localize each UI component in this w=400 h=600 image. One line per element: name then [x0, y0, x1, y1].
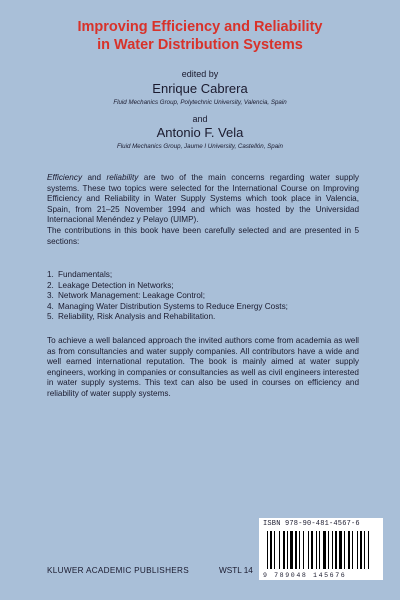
- and-label: and: [192, 114, 208, 124]
- list-item: [47, 270, 359, 281]
- para1-text: are two of the main concerns regarding water supply systems. These two topics were selected for the International Course on Improving Efficiency and Reliability in Water Supply Systems which took place in Valencia, Spain, from 21–25 November 1994 and which was hosted by the Universidad Internacional Menéndez y Pelayo (UIMP).: [47, 173, 359, 225]
- publisher-name: KLUWER ACADEMIC PUBLISHERS: [47, 566, 190, 575]
- sections-list: [47, 270, 359, 323]
- list-number: 4.: [47, 301, 54, 311]
- list-number: 2.: [47, 280, 54, 290]
- description-paragraph-2: To achieve a well balanced approach the invited authors come from academia as well as from consultancies and water supply companies. All contributors have a wide and well earned international reputation. The book is mainly aimed at water supply engineers, working in companies or consultancies as well as civil engineers interested in water supply systems. This text can also be used in courses on efficiency and reliability of water supply systems.: [47, 336, 359, 398]
- series-code: WSTL 14: [219, 566, 253, 575]
- editor-2-name: Antonio F. Vela: [156, 125, 244, 140]
- edited-by-label: edited by: [181, 69, 219, 79]
- list-item: [47, 281, 359, 292]
- isbn-label: ISBN 978-90-481-4567-6: [263, 520, 360, 528]
- efficiency-emphasis: Efficiency: [47, 173, 83, 182]
- list-text: Leakage Detection in Networks;: [58, 280, 174, 290]
- book-title: [0, 18, 400, 54]
- list-text: Fundamentals;: [58, 270, 113, 279]
- description-paragraph-1b: The contributions in this book have been carefully selected and are presented in 5 sections:: [47, 225, 359, 246]
- list-text: Network Management: Leakage Control;: [58, 291, 205, 301]
- barcode-panel: [259, 518, 383, 580]
- list-number: 5.: [47, 312, 54, 322]
- list-number: 1.: [47, 270, 54, 279]
- para1-and: and: [82, 173, 107, 182]
- description-paragraph-1: [47, 173, 359, 247]
- title-line-2: in Water Distribution Systems: [97, 37, 303, 53]
- list-text: Managing Water Distribution Systems to Reduce Energy Costs;: [58, 301, 288, 311]
- barcode-number: 9 789048 145676: [263, 572, 347, 579]
- list-item: [47, 291, 359, 302]
- list-number: 3.: [47, 291, 54, 301]
- reliability-emphasis: reliability: [106, 173, 139, 182]
- title-line-1: Improving Efficiency and Reliability: [77, 19, 323, 35]
- editor-1-affiliation: Fluid Mechanics Group, Polytechnic University, Valencia, Spain: [113, 99, 287, 106]
- editor-1-name: Enrique Cabrera: [152, 81, 248, 96]
- list-text: Reliability, Risk Analysis and Rehabilitation.: [58, 312, 216, 322]
- list-item: [47, 302, 359, 313]
- barcode-icon: [267, 531, 377, 569]
- editor-2-affiliation: Fluid Mechanics Group, Jaume I University, Castellón, Spain: [117, 143, 283, 150]
- list-item: [47, 312, 359, 323]
